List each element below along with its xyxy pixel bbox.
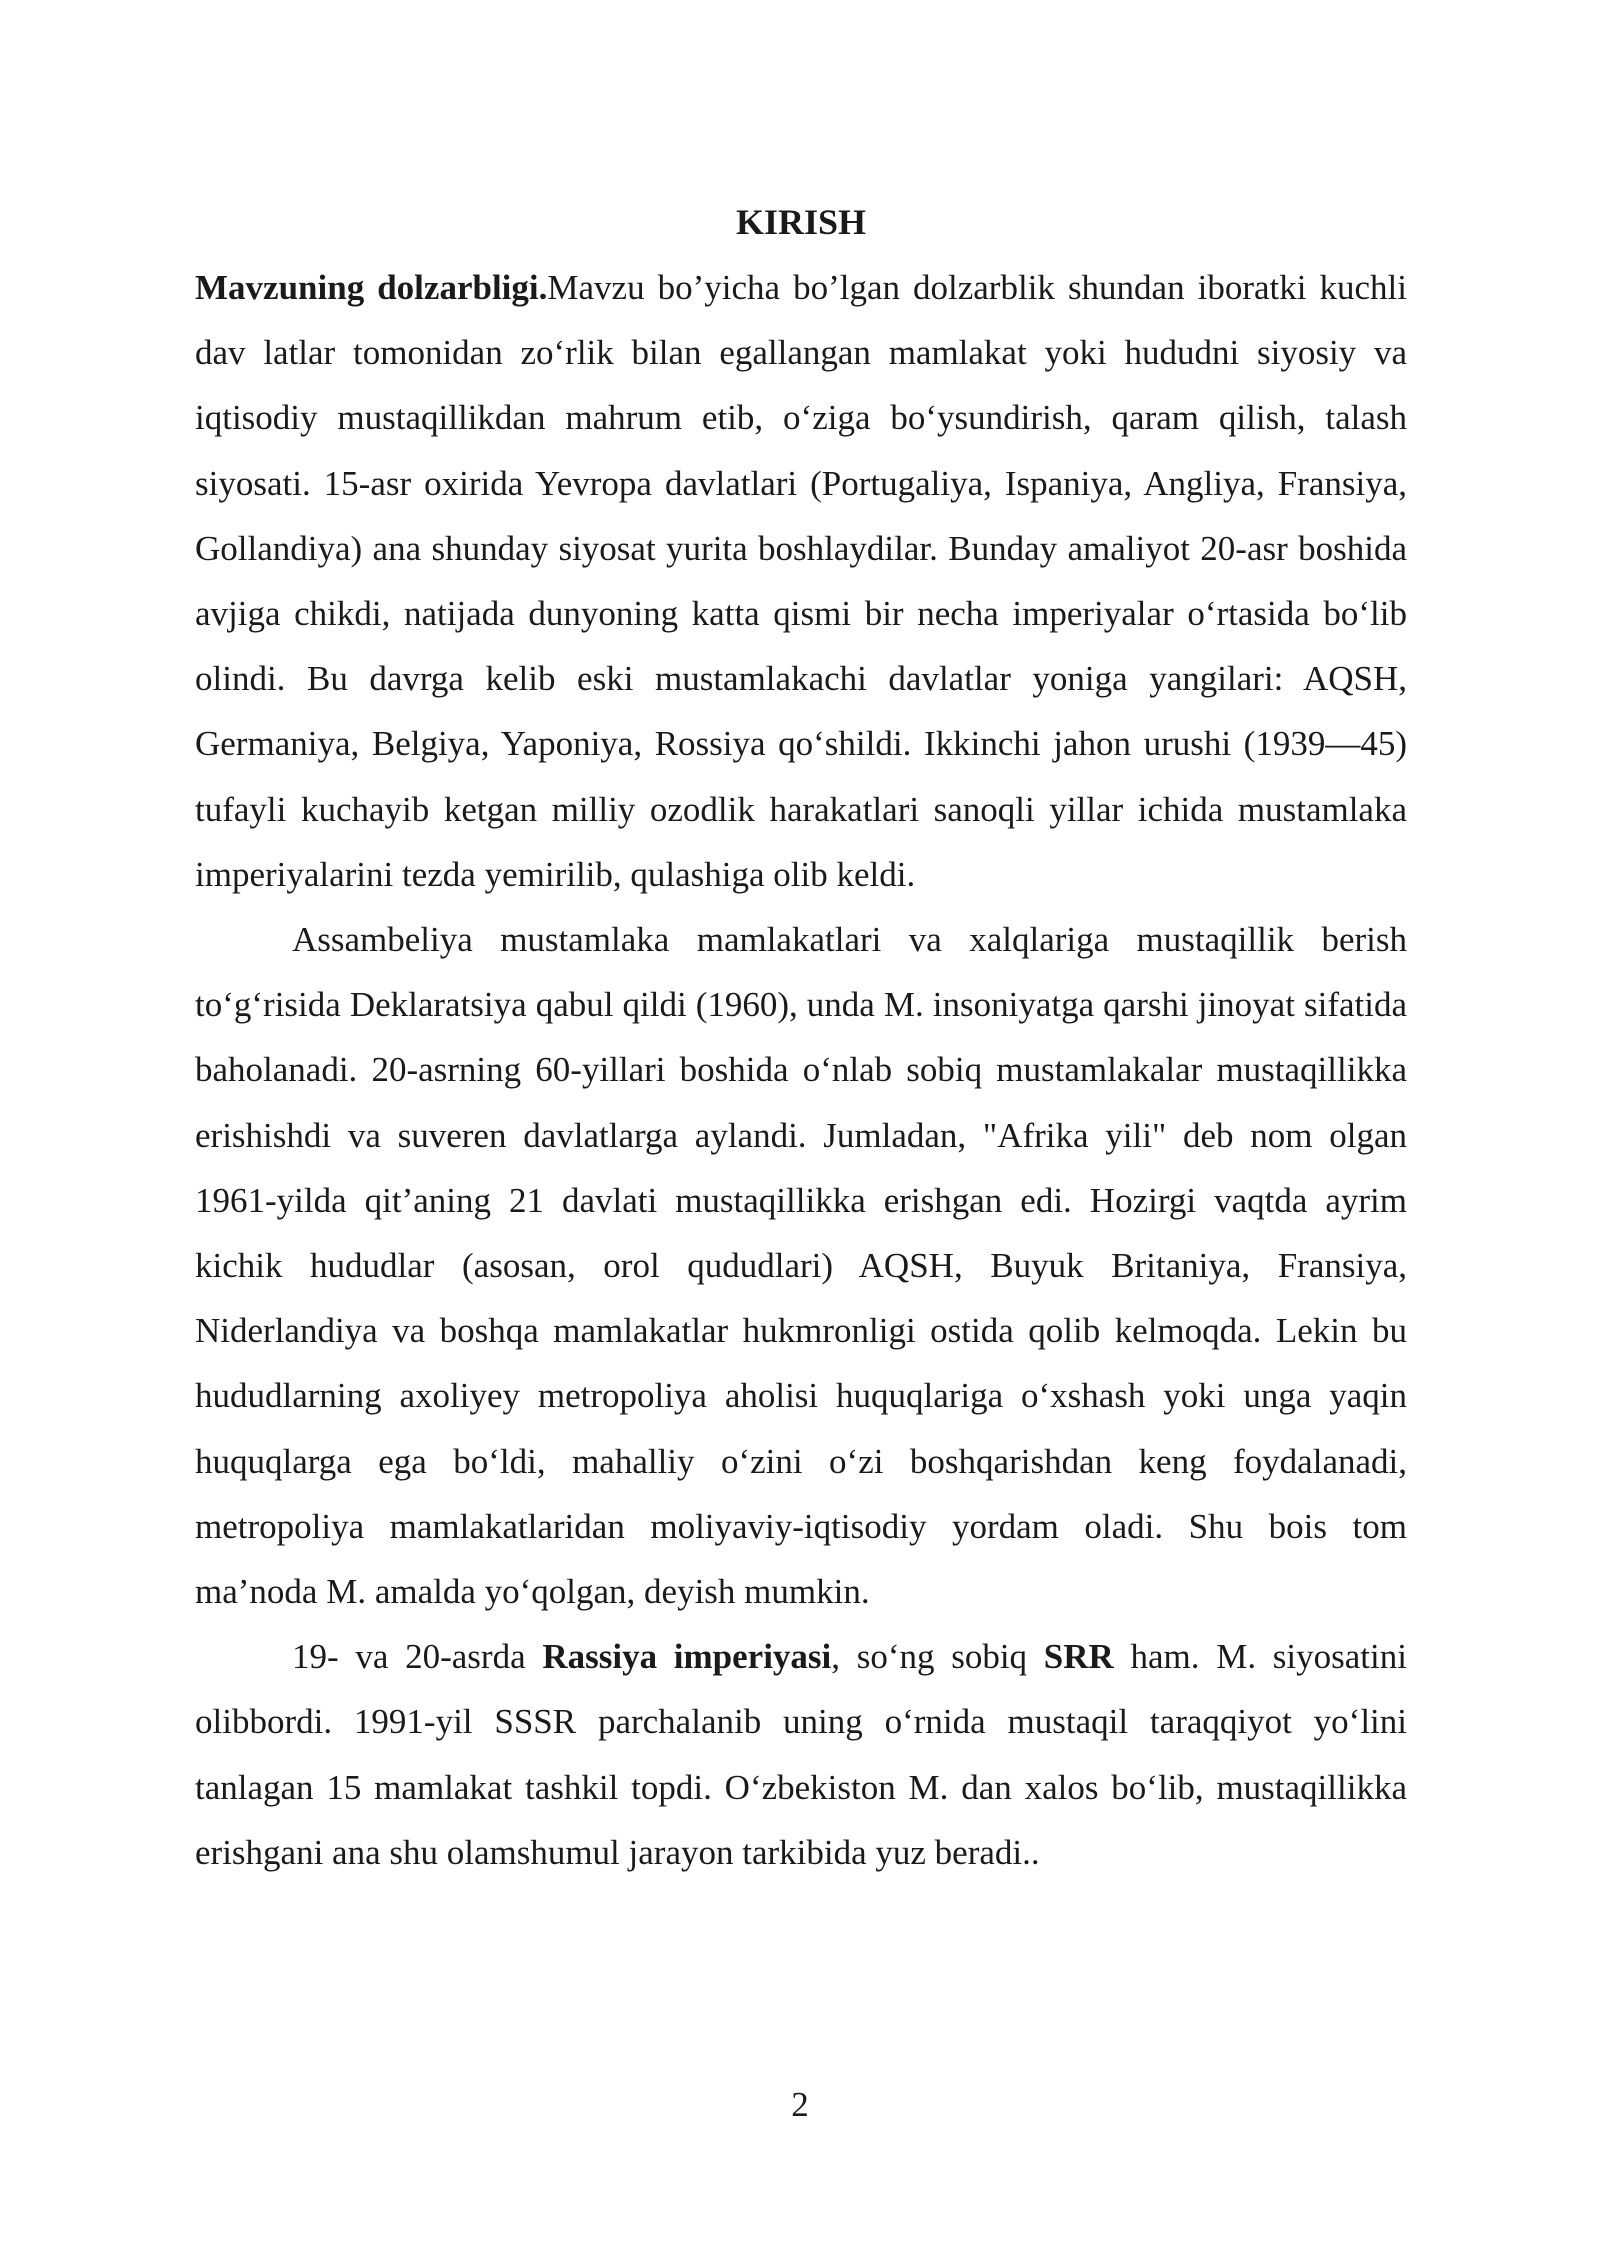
relevance-text: Mavzu bo’yicha bo’lgan dolzarblik shundan iboratki kuchli dav latlar tomonidan zoʻrlik bilan egallangan mamlakat yoki hududni siyosiy va iqtisodiy mustaqillikdan mahrum etib, oʻziga boʻysundirish, qaram qilish, talash siyosati. 15-asr oxirida Yevropa davlatlari (Portugaliya, Ispaniya, Angliya, Fransiya, Gollandiya) ana shunday siyosat yurita boshlaydilar. Bunday amaliyot 20-asr boshida avjiga chikdi, natijada dunyoning katta qismi bir necha imperiyalar oʻrtasida boʻlib olindi. Bu davrga kelib eski mustamlakachi davlatlar yoniga yangilari: AQSH, Germaniya, Belgiya, Yaponiya, Rossiya qoʻshildi. Ikkinchi jahon urushi (1939—45) tufayli kuchayib ketgan milliy ozodlik harakatlari sanoqli yillar ichida mustamlaka imperiyalarini tezda yemirilib, qulashiga olib keldi. (195, 268, 1407, 894)
russia-text-c: ham. M. siyosatini olibbordi. 1991-yil SSSR parchalanib uning oʻrnida mustaqil taraqqiyot yoʻlini tanlagan 15 mamlakat tashkil topdi. Oʻzbekiston M. dan xalos boʻlib, mustaqillikka erishgani ana shu olamshumul jarayon tarkibida yuz beradi.. (195, 1637, 1407, 1872)
srr-bold: SRR (1043, 1637, 1114, 1677)
russia-text-a: 19- va 20-asrda (292, 1637, 543, 1677)
paragraph-russia (195, 1624, 1407, 1885)
document-page (195, 190, 1407, 1885)
russia-text-b: , soʻng sobiq (831, 1637, 1044, 1677)
paragraph-assembly: Assambeliya mustamlaka mamlakatlari va xalqlariga mustaqillik berish toʻgʻrisida Deklaratsiya qabul qildi (1960), unda M. insoniyatga qarshi jinoyat sifatida baholanadi. 20-asrning 60-yillari boshida oʻnlab sobiq mustamlakalar mustaqillikka erishishdi va suveren davlatlarga aylandi. Jumladan, "Afrika yili" deb nom olgan 1961-yilda qit’aning 21 davlati mustaqillikka erishgan edi. Hozirgi vaqtda ayrim kichik hududlar (asosan, orol qududlari) AQSH, Buyuk Britaniya, Fransiya, Niderlandiya va boshqa mamlakatlar hukmronligi ostida qolib kelmoqda. Lekin bu hududlarning axoliyey metropoliya aholisi huquqlariga oʻxshash yoki unga yaqin huquqlarga ega boʻldi, mahalliy oʻzini oʻzi boshqarishdan keng foydalanadi, metropoliya mamlakatlaridan moliyaviy-iqtisodiy yordam oladi. Shu bois tom ma’noda M. amalda yoʻqolgan, deyish mumkin. (195, 920, 1407, 1612)
section-heading: KIRISH (735, 202, 867, 242)
relevance-lead: Mavzuning dolzarbligi. (195, 268, 548, 307)
russia-empire-bold: Rassiya imperiyasi (542, 1637, 832, 1677)
page-number: 2 (791, 2085, 809, 2124)
paragraph-relevance (195, 255, 1407, 907)
